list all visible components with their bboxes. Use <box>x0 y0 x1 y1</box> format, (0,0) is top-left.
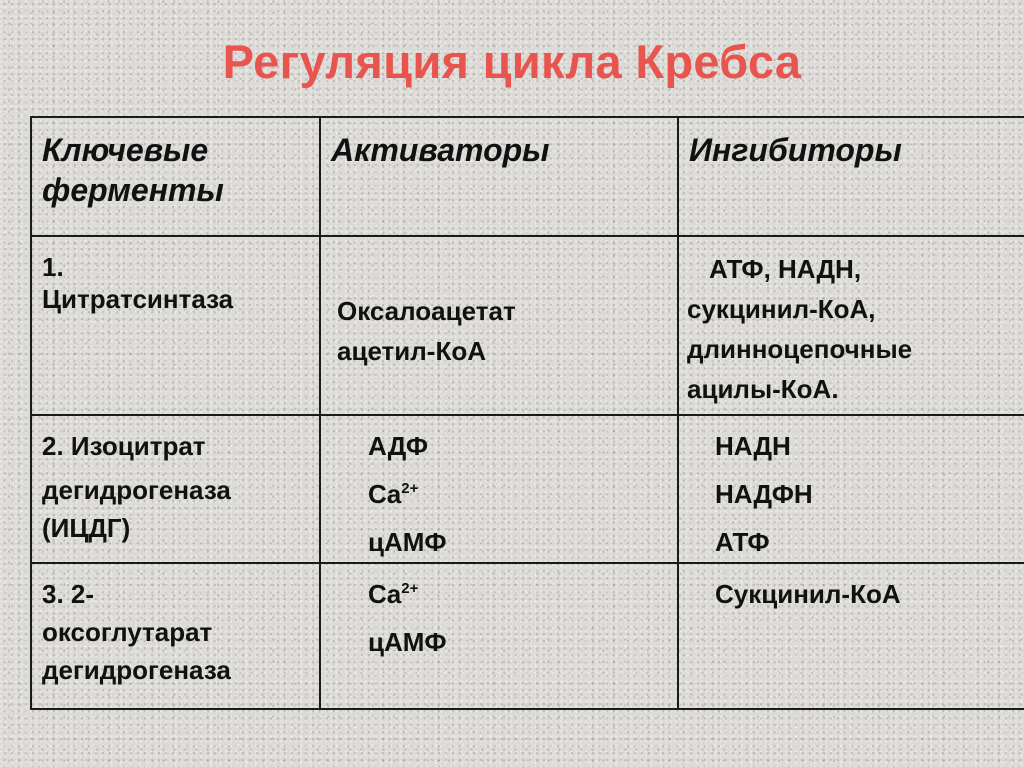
header-inhibitors <box>679 116 1024 237</box>
page-title: Регуляция цикла Кребса <box>222 35 802 88</box>
row2-inhibitor-2: НАДФН <box>715 479 813 509</box>
row2-inhibitor-3: АТФ <box>715 527 770 557</box>
row3-activator-ca-charge: 2+ <box>401 580 419 597</box>
row1-inhibitor-4: ацилы-КоА. <box>687 374 839 404</box>
row1-inhibitor-3: длинноцепочные <box>687 334 913 364</box>
row3-inhibitors <box>679 564 1024 710</box>
row3-activators <box>321 564 679 710</box>
row1-inhibitor-2: сукцинил-КоА, <box>687 294 876 324</box>
row3-enzyme-line2: оксоглутарат <box>42 617 213 647</box>
row2-activator-camp: цАМФ <box>368 527 447 557</box>
row3-enzyme-line1: 3. 2- <box>42 579 95 609</box>
row3-inhibitor-1: Сукцинил-КоА <box>715 579 901 609</box>
row2-enzyme-line3: (ИЦДГ) <box>42 513 131 543</box>
row1-activator-2: ацетил-КоА <box>337 336 486 366</box>
header-key-enzymes <box>30 116 321 237</box>
row2-enzyme <box>30 416 321 564</box>
row2-enzyme-line1: 2. Изоцитрат <box>42 431 206 461</box>
header-activators <box>321 116 679 237</box>
row2-inhibitors <box>679 416 1024 564</box>
row2-activators <box>321 416 679 564</box>
row2-activator-ca-symbol: Ca <box>368 479 402 509</box>
row1-inhibitors <box>679 237 1024 416</box>
header-key-enzymes-text: Ключевые ферменты <box>42 132 224 208</box>
row1-activators <box>321 237 679 416</box>
row1-enzyme-name: Цитратсинтаза <box>42 284 234 314</box>
header-activators-text: Активаторы <box>331 132 550 168</box>
row3-enzyme <box>30 564 321 710</box>
row2-activator-adp: АДФ <box>368 431 429 461</box>
row2-activator-ca-charge: 2+ <box>401 480 419 497</box>
row3-activator-camp: цАМФ <box>368 627 447 657</box>
row1-inhibitor-1: АТФ, НАДН, <box>709 254 862 284</box>
row2-inhibitor-1: НАДН <box>715 431 791 461</box>
row3-activator-ca <box>368 570 677 618</box>
row2-enzyme-line2: дегидрогеназа <box>42 475 231 505</box>
row3-activator-ca-symbol: Ca <box>368 579 402 609</box>
row1-activator-1: Оксалоацетат <box>337 296 516 326</box>
row2-activator-ca <box>368 470 677 518</box>
regulation-table <box>30 116 1024 710</box>
header-inhibitors-text: Ингибиторы <box>689 132 902 168</box>
row1-enzyme <box>30 237 321 416</box>
row1-enzyme-number: 1. <box>42 252 64 282</box>
row3-enzyme-line3: дегидрогеназа <box>42 655 231 685</box>
